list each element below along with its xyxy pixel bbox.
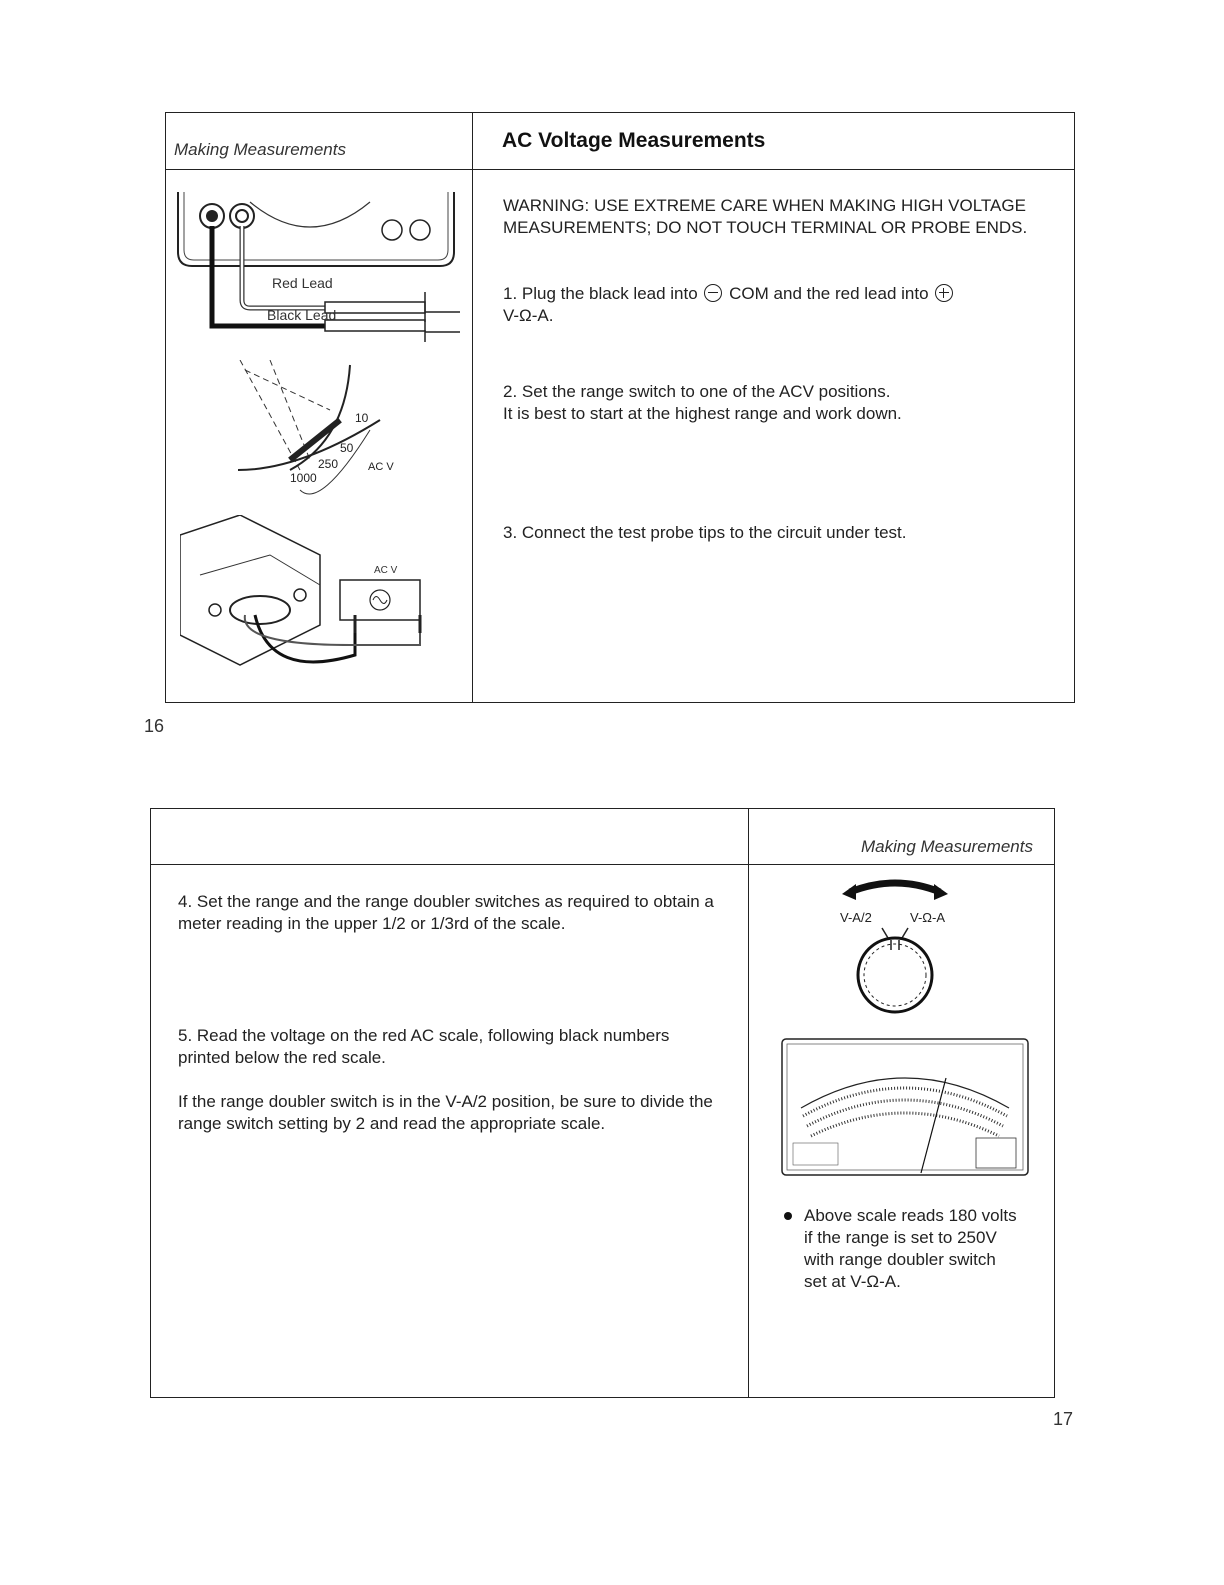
step-2	[503, 381, 1048, 425]
scale-reading-note: Above scale reads 180 volts if the range is set to 250V with range doubler switch set at V-Ω-A.	[804, 1206, 1017, 1291]
step-1-text-c: V-Ω-A.	[503, 306, 554, 325]
page-number-16: 16	[144, 716, 165, 736]
circuit-box-label: AC V	[374, 565, 398, 576]
switch-left-label: V-A/2	[840, 910, 872, 925]
step-4: 4. Set the range and the range doubler switches as required to obtain a meter reading in the upper 1/2 or 1/3rd of the scale.	[178, 892, 714, 933]
figure-range-dial	[230, 360, 400, 520]
switch-right-label: V-Ω-A	[910, 910, 946, 925]
page17-section-label: Making Measurements	[861, 837, 1033, 856]
dial-label-10: 10	[355, 411, 369, 425]
dial-scale-label: AC V	[368, 461, 394, 473]
page-number-17: 17	[1053, 1409, 1074, 1429]
dial-label-250: 250	[318, 457, 339, 471]
step-5: 5. Read the voltage on the red AC scale, following black numbers printed below the red scale.	[178, 1026, 670, 1067]
red-lead-label: Red Lead	[272, 275, 333, 291]
figure-meter-scale	[781, 1038, 1029, 1178]
figure-range-doubler-switch	[820, 878, 980, 1018]
page16-header-divider	[165, 169, 1075, 170]
range-doubler-note: If the range doubler switch is in the V-A/2 position, be sure to divide the range switch setting by 2 and read the appropriate scale.	[178, 1092, 713, 1133]
page16-section-label: Making Measurements	[174, 140, 346, 159]
figure-circuit-connection	[180, 515, 460, 685]
step-1-text-a: 1. Plug the black lead into	[503, 284, 698, 303]
dial-label-50: 50	[340, 441, 354, 455]
figure-test-leads	[170, 192, 465, 347]
step-2-line-2: It is best to start at the highest range and work down.	[503, 404, 902, 423]
page16-title: AC Voltage Measurements	[502, 129, 766, 152]
page17-column-divider	[748, 808, 749, 1398]
warning-text: WARNING: USE EXTREME CARE WHEN MAKING HIGH VOLTAGE MEASUREMENTS; DO NOT TOUCH TERMINAL OR PROBE ENDS.	[503, 196, 1028, 237]
black-lead-label: Black Lead	[267, 307, 337, 323]
minus-terminal-icon	[704, 284, 722, 302]
step-1	[503, 283, 1048, 327]
bullet-icon	[784, 1212, 792, 1220]
step-2-line-1: 2. Set the range switch to one of the ACV positions.	[503, 382, 891, 401]
step-1-text-b: COM and the red lead into	[729, 284, 929, 303]
page16-column-divider	[472, 112, 473, 703]
step-3: 3. Connect the test probe tips to the circuit under test.	[503, 523, 907, 542]
dial-label-1000: 1000	[290, 471, 317, 485]
plus-terminal-icon	[935, 284, 953, 302]
page17-header-divider	[150, 864, 1055, 865]
